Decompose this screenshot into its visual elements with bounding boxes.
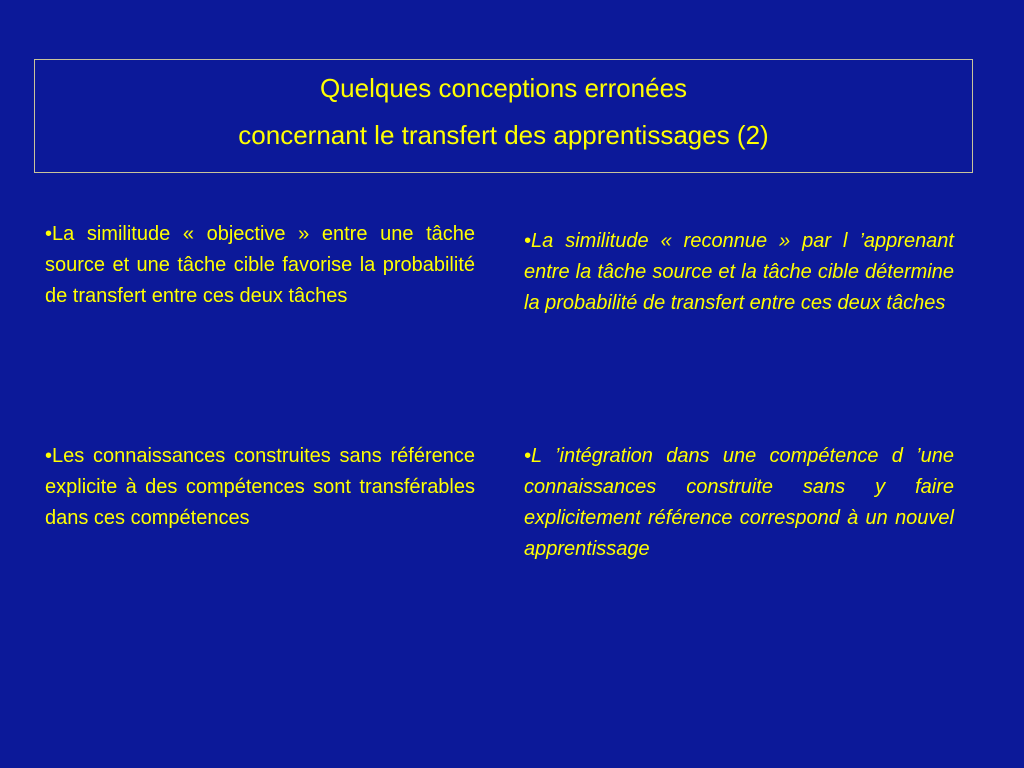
correction-integration-new-learning: •L ’intégration dans une compétence d ’une connaissances construite sans y faire explicitement référence correspond à un nouvel apprentissage (524, 445, 954, 560)
slide-title-line-1: Quelques conceptions erronées (319, 73, 688, 103)
title-box (34, 59, 973, 173)
correction-recognized-similarity: •La similitude « reconnue » par l ’apprenant entre la tâche source et la tâche cible détermine la probabilité de transfert entre ces deux tâches (524, 230, 954, 314)
misconception-objective-similarity: •La similitude « objective » entre une tâche source et une tâche cible favorise la probabilité de transfert entre ces deux tâches (45, 223, 475, 307)
slide-title-line-2: concernant le transfert des apprentissages (2) (238, 120, 769, 150)
misconception-knowledge-transfer: •Les connaissances construites sans référence explicite à des compétences sont transférables dans ces compétences (45, 445, 475, 529)
